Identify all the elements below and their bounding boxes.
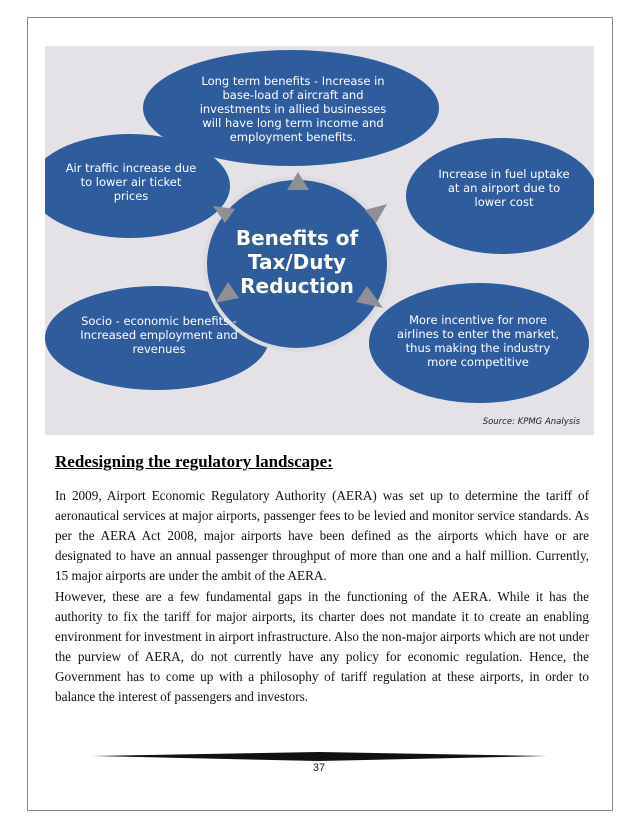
bubble-bottom-right: More incentive for more airlines to enter the market, thus making the industry more competitive — [397, 313, 559, 369]
bubble-top-left: Air traffic increase due to lower air ticket prices — [65, 161, 197, 203]
benefits-diagram — [45, 46, 594, 435]
paragraph-1: In 2009, Airport Economic Regulatory Authority (AERA) was set up to determine the tariff of aeronautical services at major airports, passenger fees to be levied and monitor service standards. As per the AERA Act 2008, major airports have been defined as the airports which have or are designated to have an annual passenger throughput of more than one and a half million. Currently, 15 major airports are under the ambit of the AERA. — [55, 488, 589, 583]
bubble-top: Long term benefits - Increase in base-load of aircraft and investments in allied businesses will have long term income and employment benefits. — [199, 74, 387, 144]
center-line-3: Reduction — [240, 274, 354, 298]
center-line-2: Tax/Duty — [247, 250, 347, 274]
page-number: 37 — [312, 762, 326, 774]
section-heading: Redesigning the regulatory landscape: — [55, 452, 333, 471]
bubble-top-right: Increase in fuel uptake at an airport due to lower cost — [438, 167, 570, 209]
center-line-1: Benefits of — [235, 226, 359, 250]
center-title — [227, 226, 367, 298]
footer-rule — [92, 752, 547, 762]
figure-source: Source: KPMG Analysis — [482, 417, 580, 427]
paragraph-2: However, these are a few fundamental gaps in the functioning of the AERA. While it has the authority to fix the tariff for major airports, its charter does not mandate it to create an enabling environment for investment in airport infrastructure. Also the non-major airports which are not under the purview of AERA, do not currently have any policy for economic regulation. Hence, the Government has to come up with a philosophy of tariff regulation at these airports, in order to balance the interest of passengers and investors. — [55, 589, 589, 704]
bubble-bottom-left: Socio - economic benefits - Increased employment and revenues — [80, 314, 238, 356]
